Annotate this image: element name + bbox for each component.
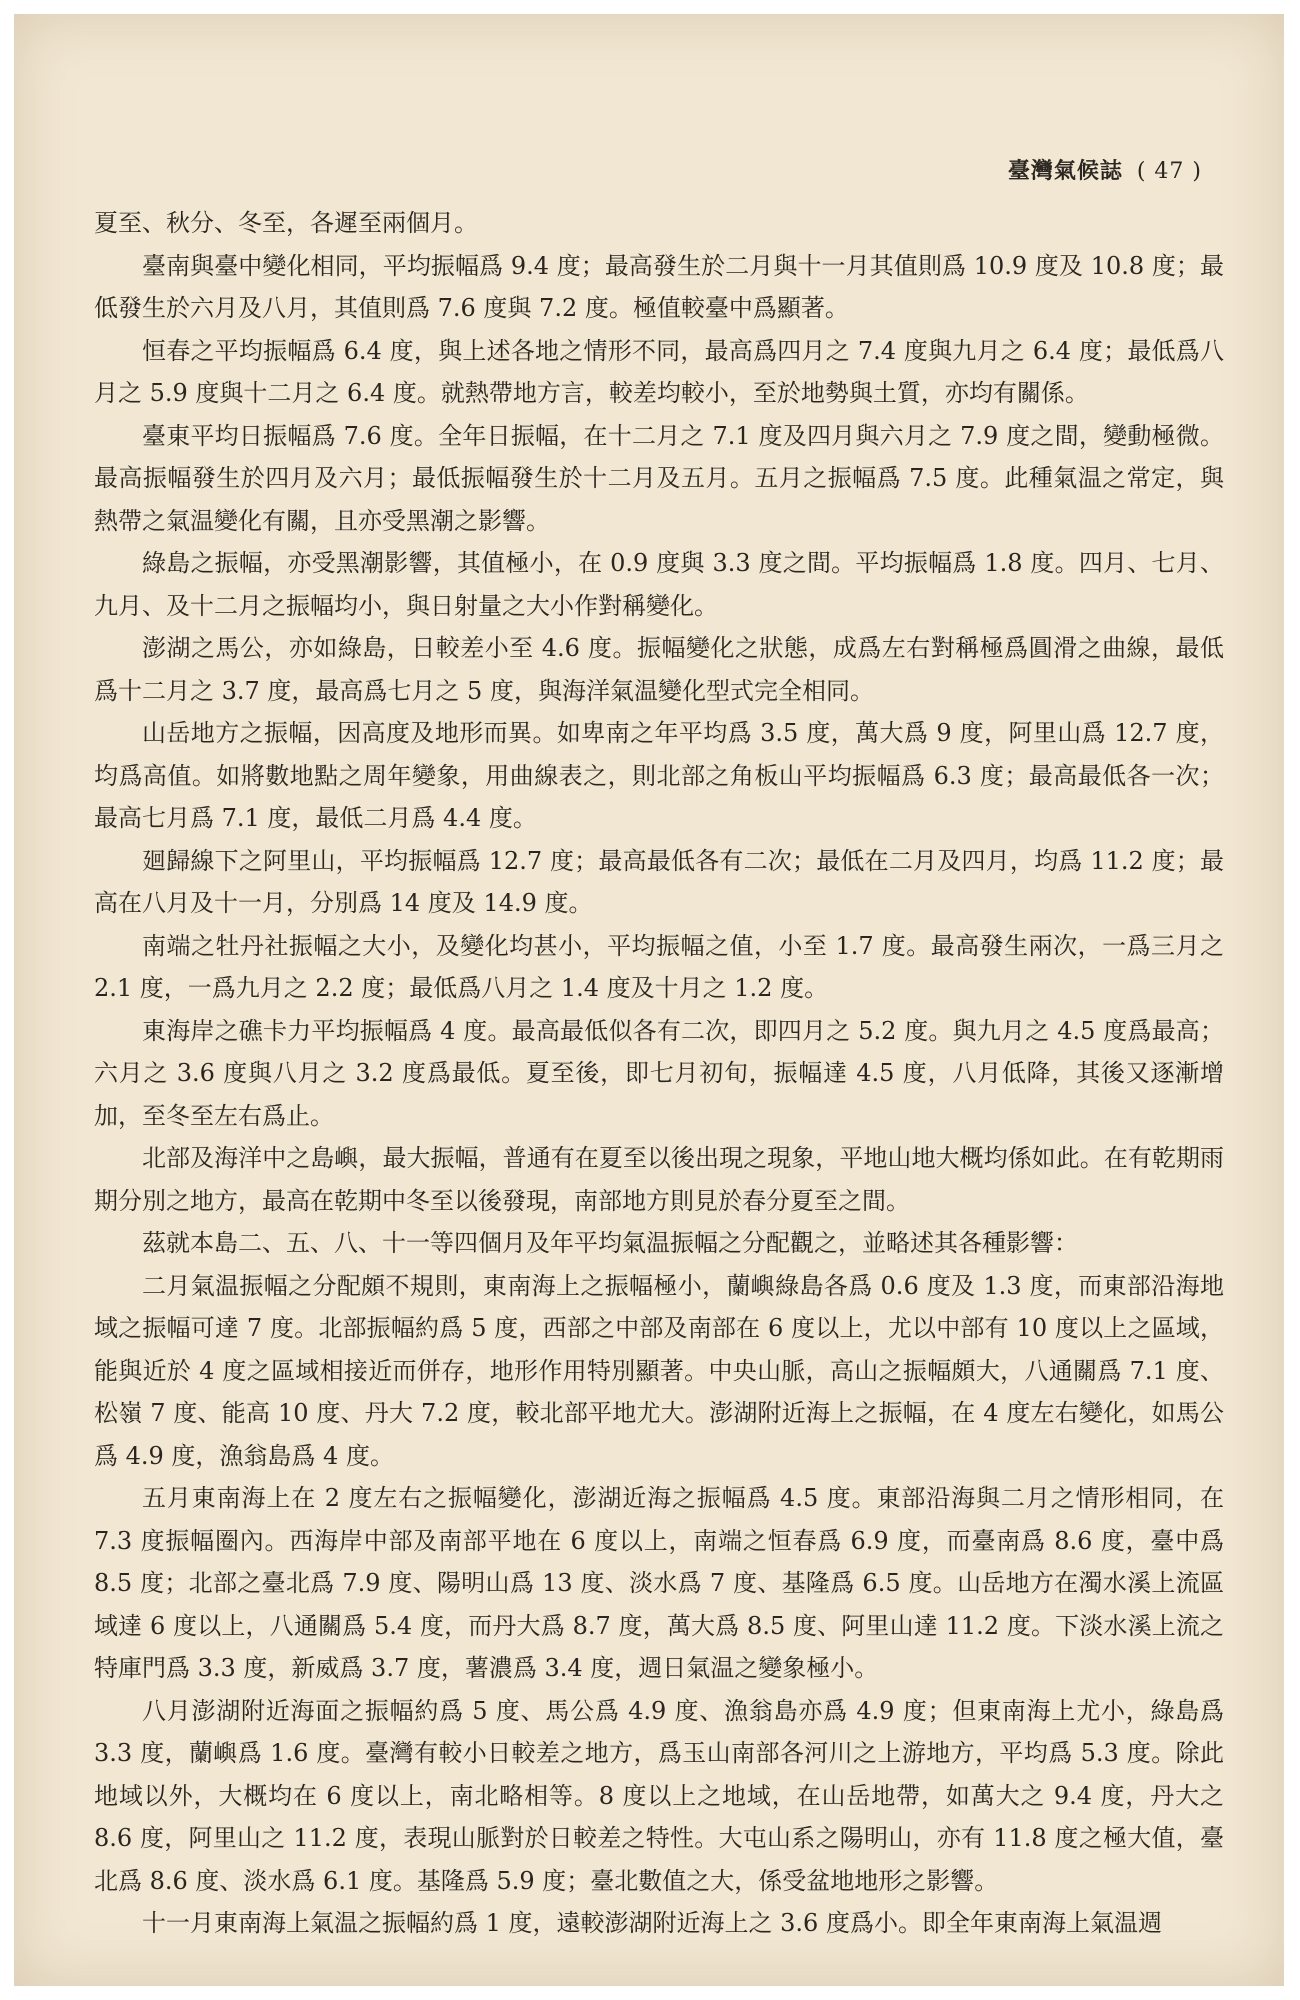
paragraph: 澎湖之馬公，亦如綠島，日較差小至 4.6 度。振幅變化之狀態，成爲左右對稱極爲圓滑之曲線，最低爲十二月之 3.7 度，最高爲七月之 5 度，與海洋氣温變化型式完全相同。 [94,634,1224,705]
paragraph: 廻歸線下之阿里山，平均振幅爲 12.7 度；最高最低各有二次；最低在二月及四月，均爲 11.2 度；最高在八月及十一月，分別爲 14 度及 14.9 度。 [94,846,1224,917]
paragraph: 恒春之平均振幅爲 6.4 度，與上述各地之情形不同，最高爲四月之 7.4 度與九月之 6.4 度；最低爲八月之 5.9 度與十二月之 6.4 度。就熱帶地方言，較差均較小，至於地勢與土質，亦均有關係。 [94,336,1224,407]
page-number: ( 47 ) [1136,159,1202,184]
paragraph: 二月氣温振幅之分配頗不規則，東南海上之振幅極小，蘭嶼綠島各爲 0.6 度及 1.3 度，而東部沿海地域之振幅可達 7 度。北部振幅約爲 5 度，西部之中部及南部在 6 度以上，尤以中部有 10 度以上之區域，能與近於 4 度之區域相接近而併存，地形作用特別顯著。中央山脈，高山之振幅頗大，八通關爲 7.1 度、松嶺 7 度、能高 10 度、丹大 7.2 度，較北部平地尤大。澎湖附近海上之振幅，在 4 度左右變化，如馬公爲 4.9 度，漁翁島爲 4 度。 [94,1271,1224,1470]
paragraph: 北部及海洋中之島嶼，最大振幅，普通有在夏至以後出現之現象，平地山地大概均係如此。在有乾期雨期分別之地方，最高在乾期中冬至以後發現，南部地方則見於春分夏至之間。 [94,1144,1224,1215]
paragraph: 臺東平均日振幅爲 7.6 度。全年日振幅，在十二月之 7.1 度及四月與六月之 7.9 度之間，變動極微。最高振幅發生於四月及六月；最低振幅發生於十二月及五月。五月之振幅爲 7.5 度。此種氣温之常定，與熱帶之氣温變化有關，且亦受黑潮之影響。 [94,421,1224,535]
paragraph: 夏至、秋分、冬至，各遲至兩個月。 [94,209,478,237]
paragraph: 茲就本島二、五、八、十一等四個月及年平均氣温振幅之分配觀之，並略述其各種影響： [142,1229,1078,1257]
paragraph: 南端之牡丹社振幅之大小，及變化均甚小，平均振幅之值，小至 1.7 度。最高發生兩次，一爲三月之 2.1 度，一爲九月之 2.2 度；最低爲八月之 1.4 度及十月之 1.2 度。 [94,931,1224,1002]
paragraph: 東海岸之礁卡力平均振幅爲 4 度。最高最低似各有二次，即四月之 5.2 度。與九月之 4.5 度爲最高；六月之 3.6 度與八月之 3.2 度爲最低。夏至後，即七月初旬，振幅達 4.5 度，八月低降，其後又逐漸增加，至冬至左右爲止。 [94,1016,1224,1130]
body-text [94,202,1224,1945]
running-header [1008,154,1202,185]
paragraph: 山岳地方之振幅，因高度及地形而異。如卑南之年平均爲 3.5 度，萬大爲 9 度，阿里山爲 12.7 度，均爲高值。如將數地點之周年變象，用曲線表之，則北部之角板山平均振幅爲 6.3 度；最高最低各一次；最高七月爲 7.1 度，最低二月爲 4.4 度。 [94,719,1224,832]
paragraph: 綠島之振幅，亦受黑潮影響，其值極小，在 0.9 度與 3.3 度之間。平均振幅爲 1.8 度。四月、七月、九月、及十二月之振幅均小，與日射量之大小作對稱變化。 [94,549,1224,620]
paragraph: 臺南與臺中變化相同，平均振幅爲 9.4 度；最高發生於二月與十一月其值則爲 10.9 度及 10.8 度；最低發生於六月及八月，其值則爲 7.6 度與 7.2 度。極值較臺中爲顯著。 [94,251,1224,322]
paragraph: 八月澎湖附近海面之振幅約爲 5 度、馬公爲 4.9 度、漁翁島亦爲 4.9 度；但東南海上尤小，綠島爲 3.3 度，蘭嶼爲 1.6 度。臺灣有較小日較差之地方，爲玉山南部各河川之上游地方，平均爲 5.3 度。除此地域以外，大概均在 6 度以上，南北略相等。8 度以上之地域，在山岳地帶，如萬大之 9.4 度，丹大之 8.6 度，阿里山之 11.2 度，表現山脈對於日較差之特性。大屯山系之陽明山，亦有 11.8 度之極大值，臺北爲 8.6 度、淡水爲 6.1 度。基隆爲 5.9 度；臺北數值之大，係受盆地地形之影響。 [94,1696,1224,1895]
paragraph: 十一月東南海上氣温之振幅約爲 1 度，遠較澎湖附近海上之 3.6 度爲小。即全年東南海上氣温週 [142,1909,1162,1937]
paragraph: 五月東南海上在 2 度左右之振幅變化，澎湖近海之振幅爲 4.5 度。東部沿海與二月之情形相同，在 7.3 度振幅圈內。西海岸中部及南部平地在 6 度以上，南端之恒春爲 6.9 度，而臺南爲 8.6 度，臺中爲 8.5 度；北部之臺北爲 7.9 度、陽明山爲 13 度、淡水爲 7 度、基隆爲 6.5 度。山岳地方在濁水溪上流區域達 6 度以上，八通關爲 5.4 度，而丹大爲 8.7 度，萬大爲 8.5 度、阿里山達 11.2 度。下淡水溪上流之特庫門爲 3.3 度，新威爲 3.7 度，薯濃爲 3.4 度，週日氣温之變象極小。 [94,1484,1224,1682]
header-title: 臺灣氣候誌 [1007,158,1123,184]
